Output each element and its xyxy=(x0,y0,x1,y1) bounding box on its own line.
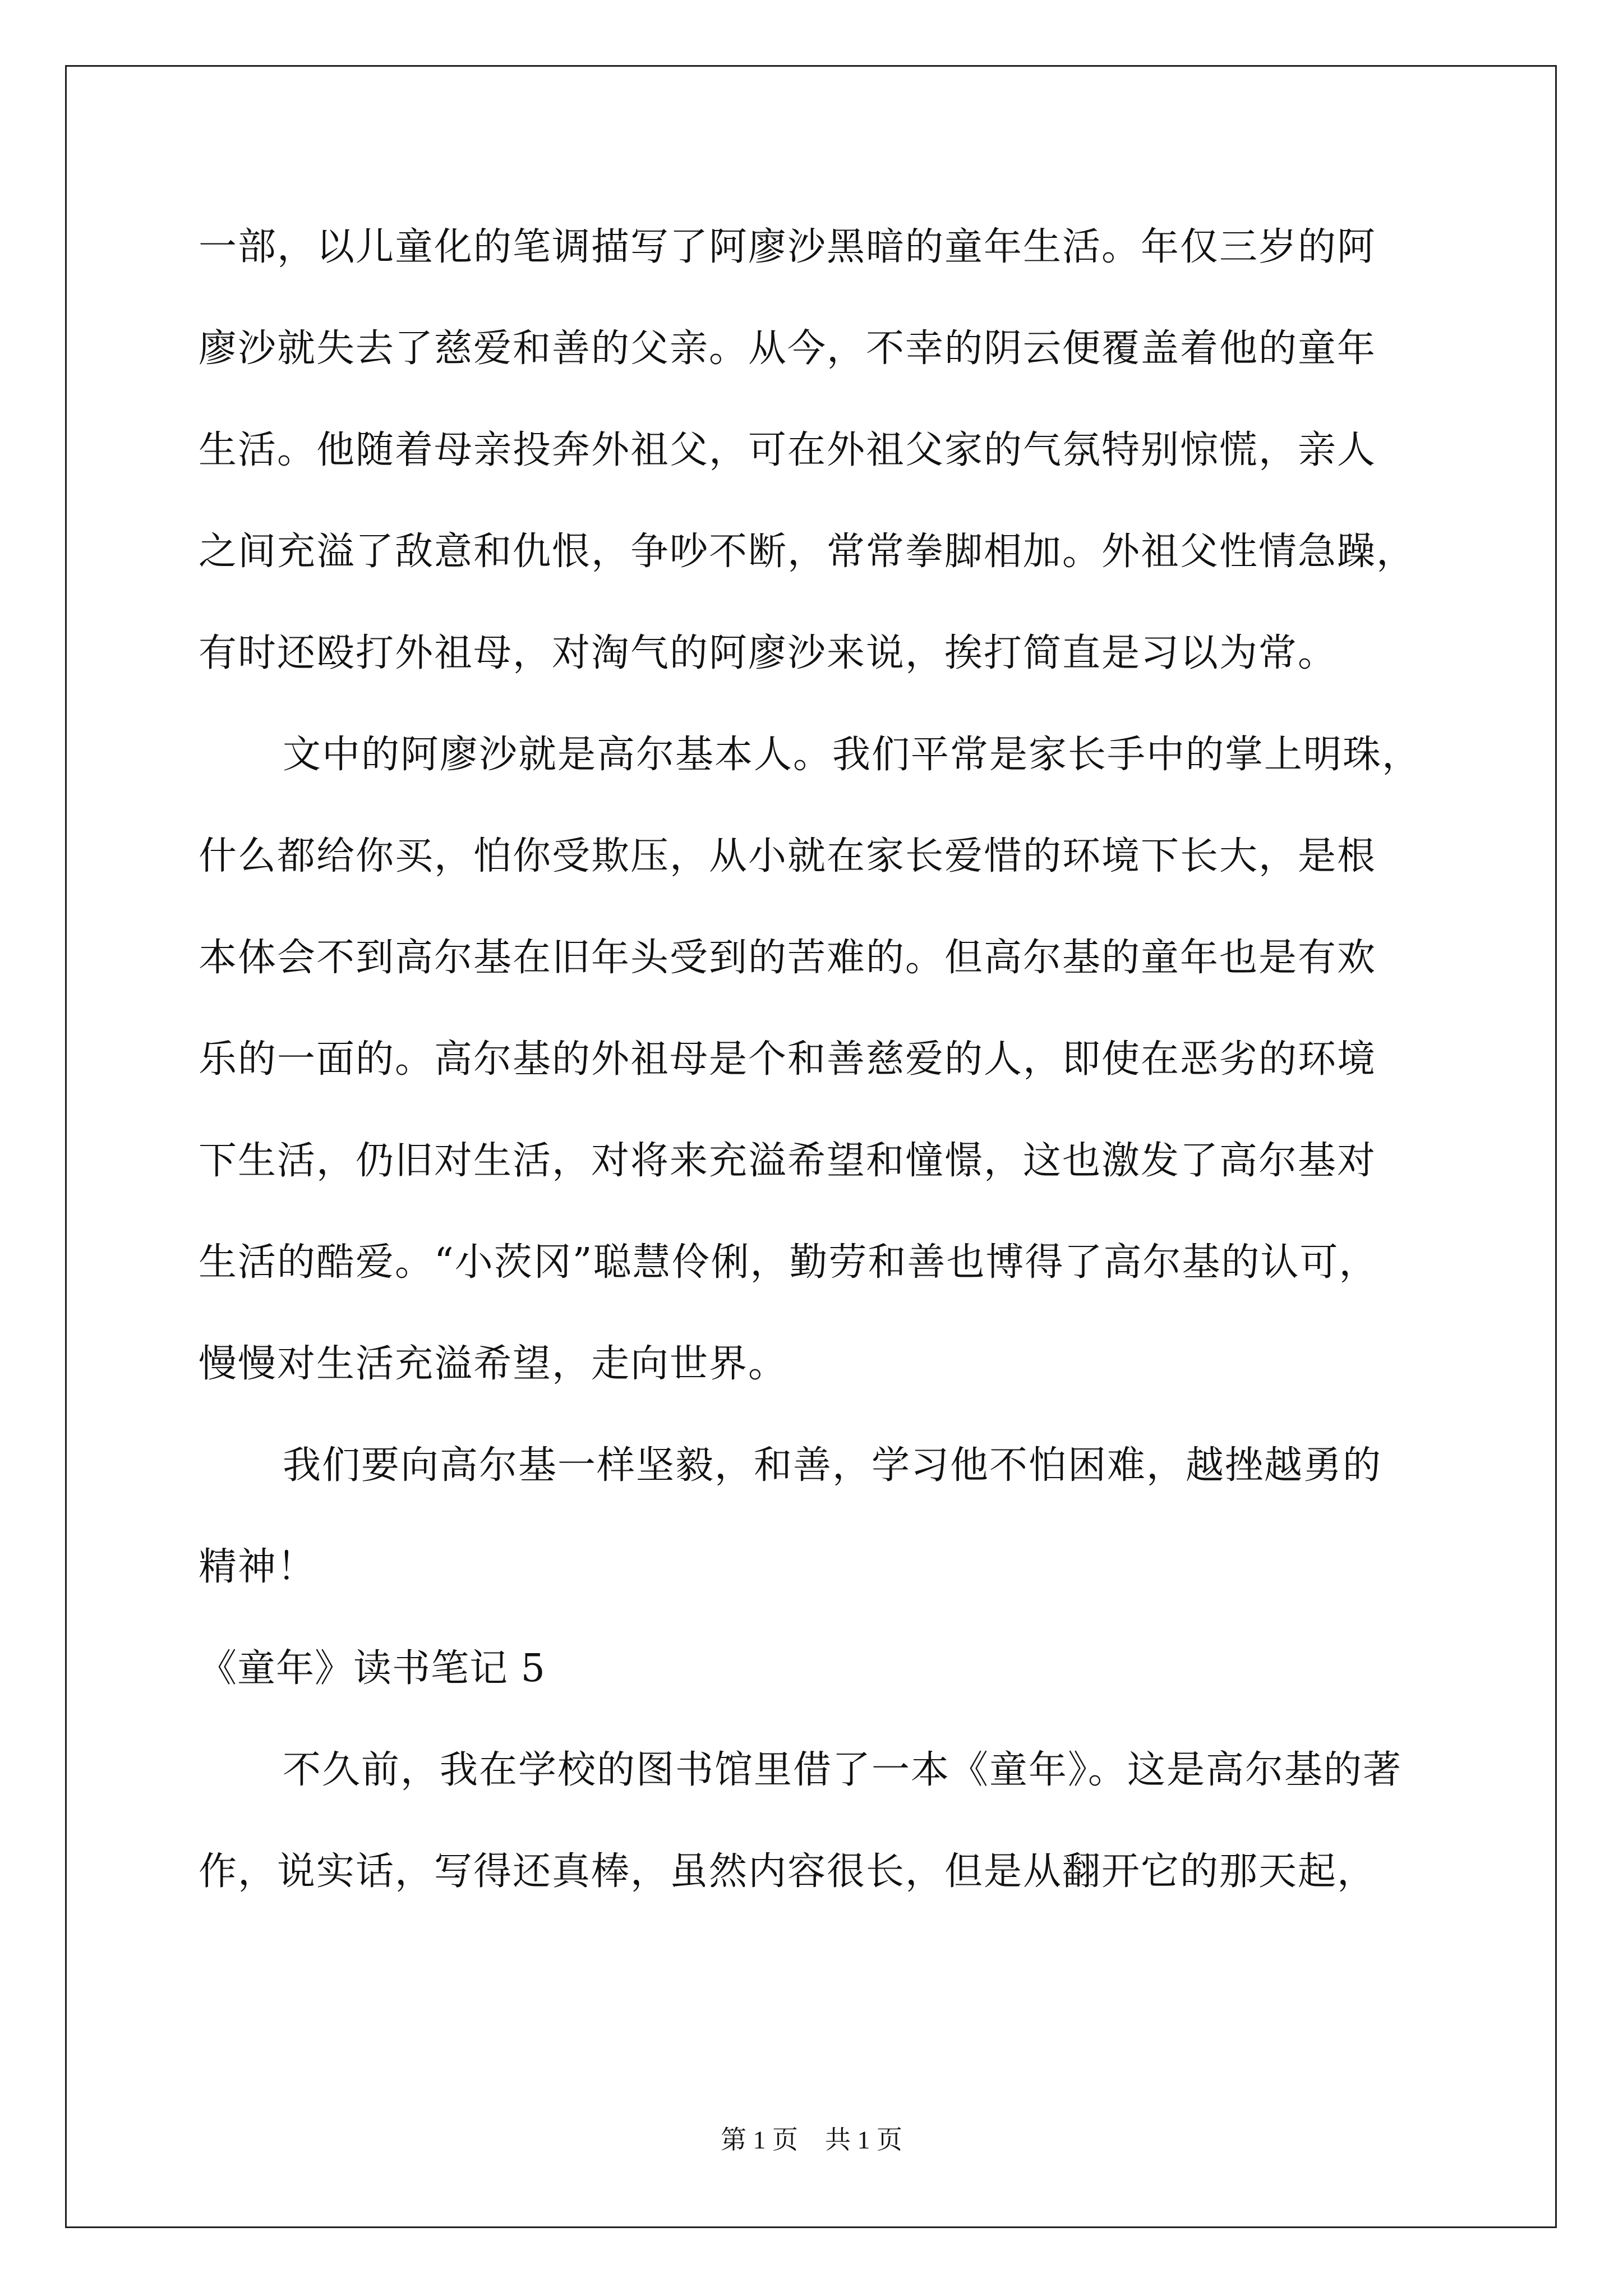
text-line: 什么都给你买，怕你受欺压，从小就在家长爱惜的环境下长大，是根 xyxy=(199,834,1377,878)
text-line: 有时还殴打外祖母，对淘气的阿廖沙来说，挨打简直是习以为常。 xyxy=(199,631,1338,675)
text-line: 生活的酷爱。“小茨冈”聪慧伶俐，勤劳和善也博得了高尔基的认可， xyxy=(199,1240,1378,1285)
text-line: 作，说实话，写得还真棒，虽然内容很长，但是从翻开它的那天起， xyxy=(199,1849,1377,1894)
text-line: 之间充溢了敌意和仇恨，争吵不断，常常拳脚相加。外祖父性情急躁， xyxy=(199,530,1416,574)
text-line: 本体会不到高尔基在旧年头受到的苦难的。但高尔基的童年也是有欢 xyxy=(199,936,1377,980)
text-line: 慢慢对生活充溢希望，走向世界。 xyxy=(199,1342,788,1386)
text-line: 一部，以儿童化的笔调描写了阿廖沙黑暗的童年生活。年仅三岁的阿 xyxy=(199,225,1377,269)
paragraph-start-line: 我们要向高尔基一样坚毅，和善，学习他不怕困难，越挫越勇的 xyxy=(283,1443,1382,1488)
text-line: 生活。他随着母亲投奔外祖父，可在外祖父家的气氛特别惊慌，亲人 xyxy=(199,428,1377,472)
page-total: 共 1 页 xyxy=(825,2125,902,2154)
section-heading: 《童年》读书笔记 5 xyxy=(199,1646,546,1691)
document-body xyxy=(199,196,1455,1922)
paragraph-start-line: 不久前，我在学校的图书馆里借了一本《童年》。这是高尔基的著 xyxy=(283,1748,1403,1792)
text-line: 乐的一面的。高尔基的外祖母是个和善慈爱的人，即使在恶劣的环境 xyxy=(199,1037,1377,1082)
page-footer xyxy=(0,2119,1623,2156)
text-line: 廖沙就失去了慈爱和善的父亲。从今，不幸的阴云便覆盖着他的童年 xyxy=(199,326,1377,371)
page-number: 第 1 页 xyxy=(721,2125,798,2154)
paragraph-start-line: 文中的阿廖沙就是高尔基本人。我们平常是家长手中的掌上明珠， xyxy=(283,733,1422,777)
text-line: 精神！ xyxy=(199,1545,317,1589)
text-line: 下生活，仍旧对生活，对将来充溢希望和憧憬，这也激发了高尔基对 xyxy=(199,1139,1377,1183)
